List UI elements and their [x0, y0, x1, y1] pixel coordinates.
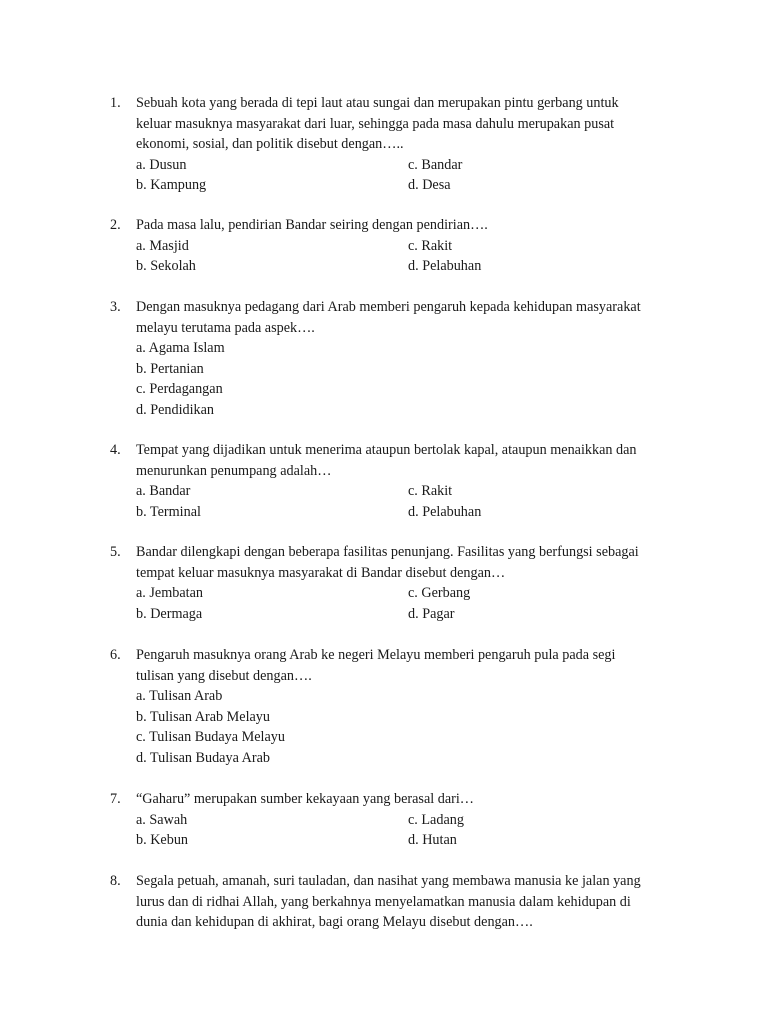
- option-b[interactable]: b. Kebun: [136, 832, 189, 848]
- question-4: [110, 440, 690, 522]
- option-d[interactable]: d. Desa: [408, 177, 451, 193]
- question-5: [110, 542, 690, 624]
- answer-options: [136, 686, 690, 768]
- option-c[interactable]: c. Rakit: [408, 237, 453, 254]
- question-text: Sebuah kota yang berada di tepi laut atau sungai dan merupakan pintu gerbang untuk keluar masuknya masyarakat dari luar, sehingga pada masa dahulu merupakan pusat ekonomi, sosial, dan politik disebut dengan…..: [136, 95, 619, 152]
- option-b[interactable]: b. Sekolah: [136, 258, 196, 274]
- option-a[interactable]: a. Masjid: [136, 237, 189, 254]
- option-d[interactable]: d. Pendidikan: [136, 401, 215, 418]
- question-number: 8.: [110, 873, 121, 889]
- question-number: 2.: [110, 217, 121, 233]
- option-c[interactable]: c. Bandar: [408, 156, 463, 173]
- option-b[interactable]: b. Tulisan Arab Melayu: [136, 708, 270, 725]
- question-text: Segala petuah, amanah, suri tauladan, dan nasihat yang membawa manusia ke jalan yang lurus dan di ridhai Allah, yang berkahnya menyelamatkan manusia dalam kehidupan di dunia dan kehidupan di akhirat, bagi orang Melayu disebut dengan….: [136, 873, 641, 930]
- option-d[interactable]: d. Hutan: [408, 832, 457, 848]
- question-2: [110, 215, 690, 277]
- option-c[interactable]: c. Ladang: [408, 811, 464, 828]
- option-c[interactable]: c. Perdagangan: [136, 381, 223, 397]
- option-c[interactable]: c. Rakit: [408, 483, 453, 499]
- answer-options: [136, 338, 690, 420]
- question-1: [110, 93, 690, 196]
- question-number: 5.: [110, 544, 121, 560]
- option-c[interactable]: c. Gerbang: [408, 585, 471, 601]
- option-a[interactable]: a. Bandar: [136, 483, 191, 499]
- question-7: [110, 789, 690, 851]
- question-3: [110, 297, 690, 420]
- answer-options: [136, 583, 690, 624]
- option-c[interactable]: c. Tulisan Budaya Melayu: [136, 729, 285, 745]
- question-number: 7.: [110, 791, 121, 807]
- option-d[interactable]: d. Pelabuhan: [408, 258, 482, 274]
- option-d[interactable]: d. Pagar: [408, 605, 455, 622]
- option-a[interactable]: a. Tulisan Arab: [136, 688, 223, 704]
- option-a[interactable]: a. Sawah: [136, 811, 188, 828]
- option-d[interactable]: d. Pelabuhan: [408, 503, 482, 520]
- answer-options: [136, 481, 690, 522]
- option-b[interactable]: b. Kampung: [136, 177, 207, 193]
- question-number: 4.: [110, 442, 121, 458]
- question-text: Dengan masuknya pedagang dari Arab memberi pengaruh kepada kehidupan masyarakat melayu terutama pada aspek….: [136, 299, 641, 336]
- question-text: Pengaruh masuknya orang Arab ke negeri Melayu memberi pengaruh pula pada segi tulisan yang disebut dengan….: [136, 647, 616, 684]
- question-number: 1.: [110, 95, 121, 111]
- answer-options: [136, 810, 690, 851]
- option-b[interactable]: b. Pertanian: [136, 360, 204, 377]
- option-b[interactable]: b. Terminal: [136, 503, 201, 520]
- answer-options: [136, 236, 690, 277]
- question-text: Bandar dilengkapi dengan beberapa fasilitas penunjang. Fasilitas yang berfungsi sebagai tempat keluar masuknya masyarakat di Bandar disebut dengan…: [136, 544, 639, 581]
- question-6: [110, 645, 690, 768]
- question-text: Pada masa lalu, pendirian Bandar seiring dengan pendirian….: [136, 217, 488, 233]
- option-b[interactable]: b. Dermaga: [136, 605, 203, 622]
- question-8: [110, 871, 690, 933]
- option-a[interactable]: a. Agama Islam: [136, 340, 225, 356]
- question-number: 6.: [110, 647, 121, 663]
- option-a[interactable]: a. Dusun: [136, 156, 187, 173]
- question-text: Tempat yang dijadikan untuk menerima ataupun bertolak kapal, ataupun menaikkan dan menurunkan penumpang adalah…: [136, 442, 637, 479]
- answer-options: [136, 155, 690, 196]
- option-d[interactable]: d. Tulisan Budaya Arab: [136, 749, 270, 766]
- option-a[interactable]: a. Jembatan: [136, 585, 203, 601]
- question-number: 3.: [110, 299, 121, 315]
- question-text: “Gaharu” merupakan sumber kekayaan yang berasal dari…: [136, 791, 474, 807]
